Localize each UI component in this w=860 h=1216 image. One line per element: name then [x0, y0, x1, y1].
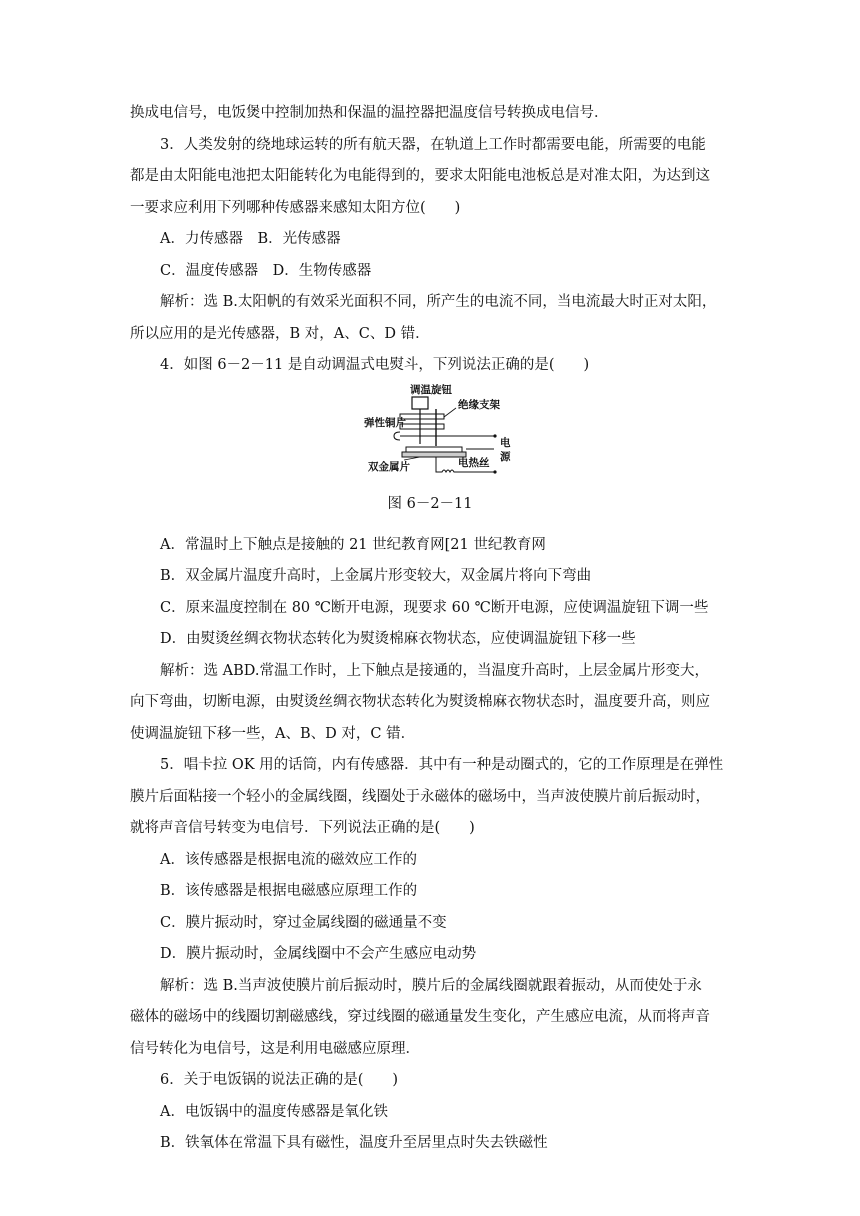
document-page — [130, 98, 730, 1160]
option-line: C．原来温度控制在 80 ℃断开电源，现要求 60 ℃断开电源，应使调温旋钮下调一些 — [160, 599, 709, 616]
iron-diagram — [130, 382, 730, 486]
answer-analysis: 解析：选 ABD.常温工作时，上下触点是接通的，当温度升高时，上层金属片形变大， — [160, 662, 709, 679]
answer-analysis: 解析：选 B.太阳帆的有效采光面积不同，所产生的电流不同，当电流最大时正对太阳， — [160, 294, 717, 310]
label-heater: 电热丝 — [458, 456, 490, 469]
label-power: 源 — [500, 450, 511, 463]
text-line: 就将声音信号转变为电信号．下列说法正确的是( ) — [130, 820, 475, 836]
answer-analysis: 解析：选 B.当声波使膜片前后振动时，膜片后的金属线圈就跟着振动，从而使处于永 — [160, 977, 702, 994]
text-line: 所以应用的是光传感器，B 对，A、C、D 错． — [130, 325, 430, 342]
text-line: 一要求应利用下列哪种传感器来感知太阳方位( ) — [130, 199, 461, 216]
option-line: B．该传感器是根据电磁感应原理工作的 — [160, 883, 418, 899]
option-line: A．常温时上下触点是接触的 21 世纪教育网[21 世纪教育网 — [160, 536, 546, 553]
question-6-stem: 6．关于电饭锅的说法正确的是( ) — [160, 1072, 399, 1088]
text-line: 换成电信号，电饭煲中控制加热和保温的温控器把温度信号转换成电信号． — [130, 105, 609, 121]
bimetal-shape — [406, 447, 462, 452]
label-knob: 调温旋钮 — [410, 383, 452, 396]
option-line: A．力传感器 B．光传感器 — [160, 231, 341, 247]
iron-diagram-svg — [364, 384, 514, 484]
option-line: D．由熨烫丝绸衣物状态转化为熨烫棉麻衣物状态，应使调温旋钮下移一些 — [160, 631, 636, 647]
question-4-stem: 4．如图 6－2－11 是自动调温式电熨斗，下列说法正确的是( ) — [160, 357, 590, 373]
text-line: 膜片后面粘接一个轻小的金属线圈，线圈处于永磁体的磁场中，当声波使膜片前后振动时， — [130, 788, 710, 805]
label-bimetal: 双金属片 — [368, 460, 410, 473]
knob-shape — [412, 397, 428, 409]
text-line: 使调温旋钮下移一些，A、B、D 对，C 错． — [130, 725, 416, 742]
text-line: 信号转化为电信号，这是利用电磁感应原理． — [130, 1040, 420, 1057]
label-power: 电 — [500, 436, 511, 449]
option-line: A．该传感器是根据电流的磁效应工作的 — [160, 851, 417, 868]
question-3-stem: 3．人类发射的绕地球运转的所有航天器，在轨道上工作时都需要电能，所需要的电能 — [160, 136, 706, 153]
label-support: 绝缘支架 — [458, 398, 500, 411]
text-line: 磁体的磁场中的线圈切割磁感线，穿过线圈的磁通量发生变化，产生感应电流，从而将声音 — [130, 1009, 710, 1025]
option-line: B．铁氧体在常温下具有磁性，温度升至居里点时失去铁磁性 — [160, 1135, 548, 1151]
text-line: 都是由太阳能电池把太阳能转化为电能得到的，要求太阳能电池板总是对准太阳，为达到这 — [130, 168, 710, 184]
option-line: D．膜片振动时，金属线圈中不会产生感应电动势 — [160, 946, 477, 962]
figure-caption: 图 6－2－11 — [387, 495, 473, 512]
text-line: 向下弯曲，切断电源，由熨烫丝绸衣物状态转化为熨烫棉麻衣物状态时，温度要升高，则应 — [130, 694, 710, 710]
option-line: B．双金属片温度升高时，上金属片形变较大，双金属片将向下弯曲 — [160, 568, 592, 584]
label-spring: 弹性铜片 — [364, 416, 406, 429]
option-line: A．电饭锅中的温度传感器是氧化铁 — [160, 1103, 388, 1120]
question-5-stem: 5．唱卡拉 OK 用的话筒，内有传感器．其中有一种是动圈式的，它的工作原理是在弹性 — [160, 757, 724, 773]
option-line: C．膜片振动时，穿过金属线圈的磁通量不变 — [160, 914, 447, 931]
option-line: C．温度传感器 D．生物传感器 — [160, 262, 372, 279]
